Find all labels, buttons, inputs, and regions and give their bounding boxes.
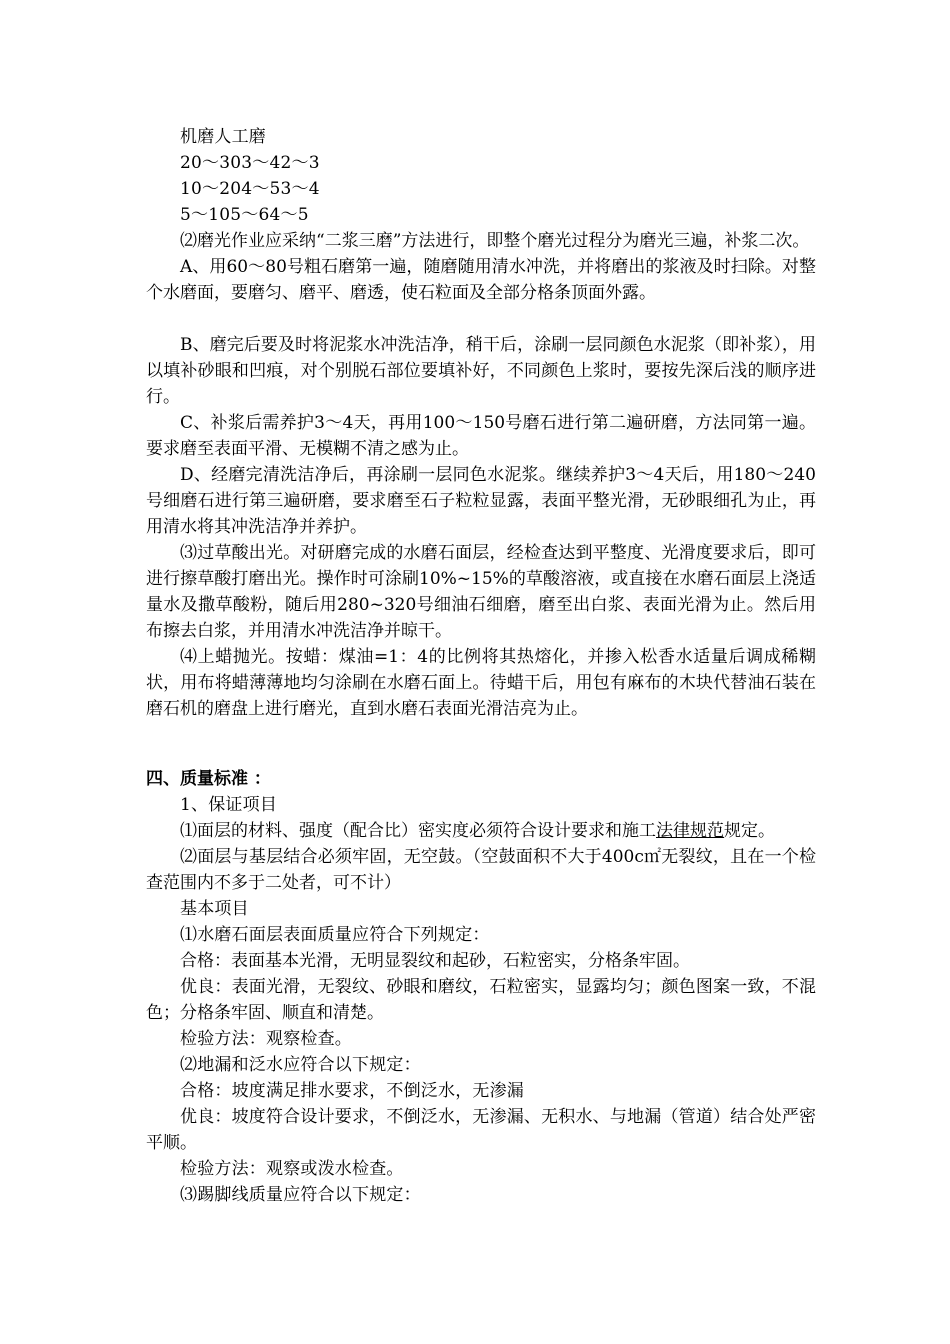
basic-item-2-good: 优良：坡度符合设计要求，不倒泛水，无渗漏、无积水、与地漏（管道）结合处严密平顺。 [146, 1107, 816, 1153]
paragraph-step-b: B、磨完后要及时将泥浆水冲洗洁净，稍干后，涂刷一层同颜色水泥浆（即补浆），用以填补砂眼和凹痕，对个别脱石部位要填补好，不同颜色上浆时，要按先深后浅的顺序进行。 [146, 335, 816, 407]
basic-item-1: ⑴水磨石面层表面质量应符合下列规定： [180, 925, 490, 945]
table-row-line: 10～204～53～4 [180, 179, 320, 199]
paragraph-two-slurry: ⑵磨光作业应采纳“二浆三磨”方法进行，即整个磨光过程分为磨光三遍，补浆二次。 [180, 231, 810, 251]
paragraph-oxalic-polish: ⑶过草酸出光。对研磨完成的水磨石面层，经检查达到平整度、光滑度要求后，即可进行擦草酸打磨出光。操作时可涂刷10%~15%的草酸溶液，或直接在水磨石面层上浇适量水及撒草酸粉，随后用280~320号细油石细磨，磨至出白浆、表面光滑为止。然后用布擦去白浆，并用清水冲洗洁净并晾干。 [146, 543, 816, 641]
regulation-link[interactable]: 法律规范 [656, 821, 724, 841]
basic-item-3: ⑶踢脚线质量应符合以下规定： [180, 1185, 421, 1205]
guarantee-item-1 [146, 818, 816, 844]
section-heading: 四、质量标准 ： [146, 769, 271, 789]
paragraph-step-c: C、补浆后需养护3～4天，再用100～150号磨石进行第二遍研磨，方法同第一遍。要求磨至表面平滑、无模糊不清之感为止。 [146, 413, 816, 459]
blank-line [146, 306, 816, 332]
table-row-line: 20～303～42～3 [180, 153, 320, 173]
guarantee-items-title: 1、保证项目 [180, 795, 278, 815]
basic-item-1-pass: 合格：表面基本光滑，无明显裂纹和起砂，石粒密实，分格条牢固。 [180, 951, 690, 971]
paragraph-wax-polish: ⑷上蜡抛光。按蜡：煤油=1：4的比例将其热熔化，并掺入松香水适量后调成稀糊状，用布将蜡薄薄地均匀涂刷在水磨石面上。待蜡干后，用包有麻布的木块代替油石装在磨石机的磨盘上进行磨光，直到水磨石表面光滑洁亮为止。 [146, 647, 816, 719]
guarantee-item-1-suffix: 规定。 [724, 821, 775, 841]
paragraph-step-d: D、经磨完清洗洁净后，再涂刷一层同色水泥浆。继续养护3～4天后，用180～240号细磨石进行第三遍研磨，要求磨至石子粒粒显露，表面平整光滑，无砂眼细孔为止，再用清水将其冲洗洁净并养护。 [146, 465, 816, 537]
paragraph-step-a: A、用60～80号粗石磨第一遍，随磨随用清水冲洗，并将磨出的浆液及时扫除。对整个水磨面，要磨匀、磨平、磨透，使石粒面及全部分格条顶面外露。 [146, 257, 816, 303]
basic-item-2-method: 检验方法：观察或泼水检查。 [180, 1159, 404, 1179]
blank-line [146, 722, 816, 766]
guarantee-item-1-text: ⑴面层的材料、强度（配合比）密实度必须符合设计要求和施工 [180, 821, 656, 841]
table-header-line: 机磨人工磨 [180, 127, 266, 147]
guarantee-item-2: ⑵面层与基层结合必须牢固，无空鼓。（空鼓面积不大于400c㎡无裂纹，且在一个检查范围内不多于二处者，可不计） [146, 847, 816, 893]
basic-item-1-method: 检验方法：观察检查。 [180, 1029, 352, 1049]
basic-item-2: ⑵地漏和泛水应符合以下规定： [180, 1055, 421, 1075]
document-page [146, 124, 816, 1208]
basic-item-1-good: 优良：表面光滑，无裂纹、砂眼和磨纹，石粒密实，显露均匀；颜色图案一致，不混色；分格条牢固、顺直和清楚。 [146, 977, 816, 1023]
table-row-line: 5～105～64～5 [180, 205, 309, 225]
basic-item-2-pass: 合格：坡度满足排水要求，不倒泛水，无渗漏 [180, 1081, 524, 1101]
basic-items-title: 基本项目 [180, 899, 249, 919]
